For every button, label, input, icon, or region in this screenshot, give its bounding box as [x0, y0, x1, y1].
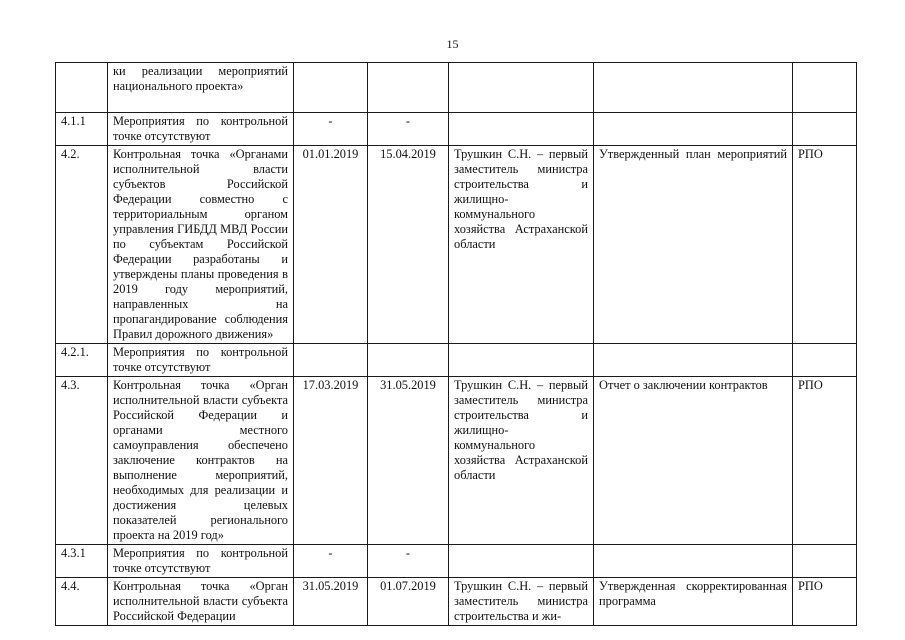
- row-number: 4.3.1: [56, 545, 108, 578]
- table-row: [56, 146, 857, 344]
- row-kind: РПО: [793, 578, 857, 626]
- row-result: [594, 344, 793, 377]
- row-number: 4.2.1.: [56, 344, 108, 377]
- row-result: Утвержденная скорректированная программа: [594, 578, 793, 626]
- row-description: ки реализации мероприятий национального проекта»: [108, 63, 294, 113]
- row-result: [594, 63, 793, 113]
- row-end-date: 01.07.2019: [368, 578, 449, 626]
- table-row: [56, 377, 857, 545]
- row-end-date: -: [368, 113, 449, 146]
- row-end-date: [368, 63, 449, 113]
- row-responsible: [449, 545, 594, 578]
- row-end-date: -: [368, 545, 449, 578]
- row-result: [594, 113, 793, 146]
- row-kind: [793, 545, 857, 578]
- row-responsible: [449, 344, 594, 377]
- row-responsible: Трушкин С.Н. – первый заместитель министра строительства и жилищно-коммунального хозяйства Астраханской области: [449, 377, 594, 545]
- row-description: Мероприятия по контрольной точке отсутствуют: [108, 344, 294, 377]
- row-result: Отчет о заключении контрактов: [594, 377, 793, 545]
- row-description: Контрольная точка «Орган исполнительной власти субъекта Российской Федерации: [108, 578, 294, 626]
- table-row: [56, 113, 857, 146]
- row-number: [56, 63, 108, 113]
- row-number: 4.3.: [56, 377, 108, 545]
- row-start-date: [294, 63, 368, 113]
- row-number: 4.2.: [56, 146, 108, 344]
- row-start-date: [294, 344, 368, 377]
- row-start-date: -: [294, 545, 368, 578]
- row-kind: РПО: [793, 377, 857, 545]
- row-description: Мероприятия по контрольной точке отсутствуют: [108, 545, 294, 578]
- table-row: [56, 344, 857, 377]
- table-row: [56, 545, 857, 578]
- row-start-date: 17.03.2019: [294, 377, 368, 545]
- row-responsible: Трушкин С.Н. – первый заместитель министра строительства и жи-: [449, 578, 594, 626]
- row-kind: [793, 344, 857, 377]
- page-number: 15: [446, 37, 459, 51]
- row-end-date: 15.04.2019: [368, 146, 449, 344]
- row-responsible: [449, 113, 594, 146]
- row-start-date: -: [294, 113, 368, 146]
- table-row: [56, 578, 857, 626]
- row-result: Утвержденный план мероприятий: [594, 146, 793, 344]
- row-kind: [793, 113, 857, 146]
- row-responsible: Трушкин С.Н. – первый заместитель министра строительства и жилищно-коммунального хозяйства Астраханской области: [449, 146, 594, 344]
- row-description: Контрольная точка «Органами исполнительной власти субъектов Российской Федерации совместно с территориальным органом управления ГИБДД МВД России по субъектам Российской Федерации разработаны и утверждены планы проведения в 2019 году мероприятий, направленных на пропагандирование соблюдения Правил дорожного движения»: [108, 146, 294, 344]
- row-number: 4.4.: [56, 578, 108, 626]
- row-end-date: [368, 344, 449, 377]
- plan-table: [55, 62, 857, 626]
- row-number: 4.1.1: [56, 113, 108, 146]
- row-kind: РПО: [793, 146, 857, 344]
- row-start-date: 31.05.2019: [294, 578, 368, 626]
- row-kind: [793, 63, 857, 113]
- row-description: Контрольная точка «Орган исполнительной власти субъекта Российской Федерации и органами местного самоуправления обеспечено заключение контрактов на выполнение мероприятий, необходимых для реализации и достижения целевых показателей регионального проекта на 2019 год»: [108, 377, 294, 545]
- table-row: [56, 63, 857, 113]
- row-result: [594, 545, 793, 578]
- row-responsible: [449, 63, 594, 113]
- row-end-date: 31.05.2019: [368, 377, 449, 545]
- row-start-date: 01.01.2019: [294, 146, 368, 344]
- row-description: Мероприятия по контрольной точке отсутствуют: [108, 113, 294, 146]
